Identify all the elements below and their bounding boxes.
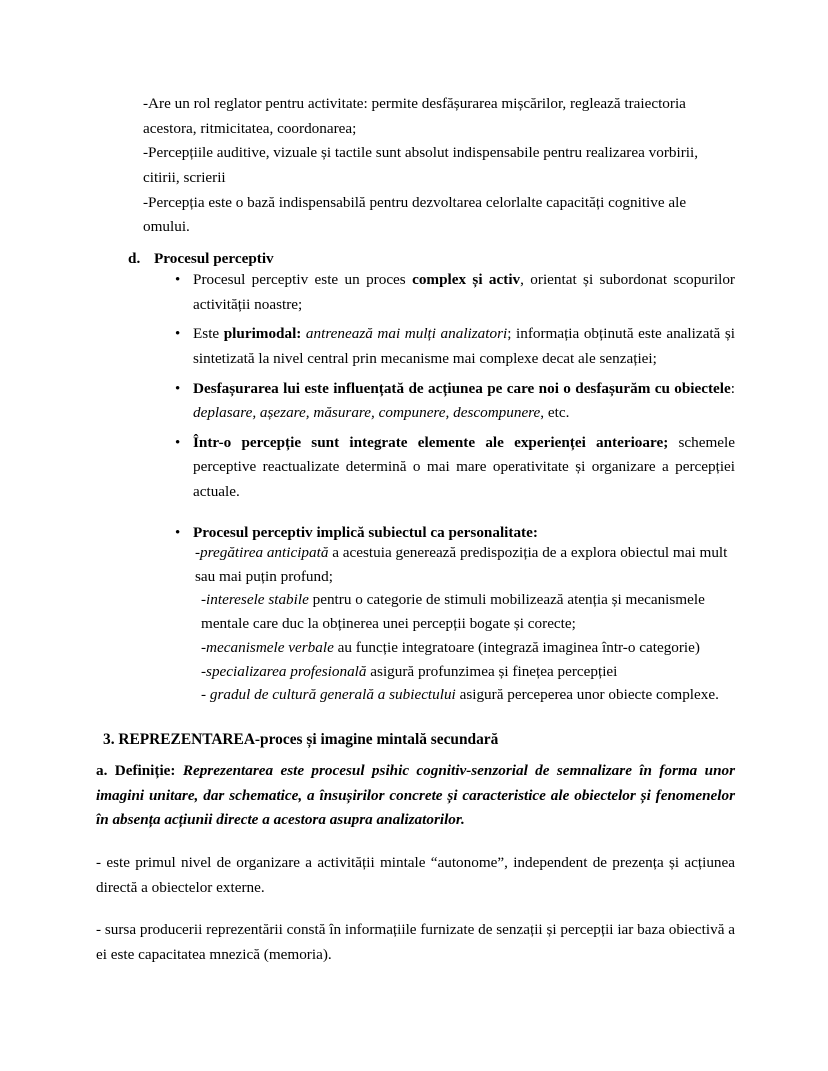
section-title: Procesul perceptiv	[154, 250, 274, 267]
bullet-item	[175, 322, 735, 371]
sub-paragraph	[195, 636, 740, 660]
intro-paragraph-block	[143, 92, 735, 240]
intro-line: -Percepțiile auditive, vizuale și tactile sunt absolut indispensabile pentru realizarea vorbirii, citirii, scrierii	[143, 144, 698, 186]
sub-paragraph-rest: au funcție integratoare (integrază imaginea într-o categorie)	[333, 638, 700, 656]
bullet-dot-icon: •	[175, 524, 181, 541]
section-marker: d.	[128, 250, 141, 267]
bullet-dot-icon: •	[175, 326, 181, 343]
intro-line: -Are un rol reglator pentru activitate: permite desfășurarea mișcărilor, reglează traiectoria acestora, ritmicitatea, coordonarea;	[143, 95, 686, 137]
sub-paragraph-rest: a acestuia generează predispoziția de a explora obiectul mai mult sau mai puțin profund;	[195, 544, 728, 585]
bullet-dot-icon: •	[175, 272, 181, 288]
bullet-dot-icon: •	[175, 380, 181, 397]
bullet-list	[175, 268, 735, 550]
bullet-text-run: antrenează mai mulți analizatori	[301, 325, 508, 343]
bullet-text-run: Procesul perceptiv implică subiectul ca personalitate:	[193, 523, 538, 541]
closing-block	[96, 759, 735, 967]
sub-paragraph	[195, 541, 740, 588]
sub-paragraph-lead: - gradul de cultură generală a subiectului	[201, 686, 456, 704]
bullet-text-run: Desfașurarea lui este influențată de acțiunea pe care noi o desfașurăm cu obiectele	[193, 379, 731, 397]
bullet-text-run: :	[730, 379, 735, 397]
bullet-text-run: deplasare, așezare, măsurare, compunere, descompunere	[193, 404, 541, 422]
definition-label: a. Definiție	[96, 762, 171, 779]
closing-paragraph: - este primul nivel de organizare a activității mintale “autonome”, independent de prezența și acțiunea directă a obiectelor externe.	[96, 853, 735, 896]
bullet-item	[175, 268, 735, 317]
bullet-text-run: , etc.	[540, 404, 570, 422]
sub-paragraph	[195, 588, 740, 635]
sub-paragraph-rest: asigură perceperea unor obiecte complexe.	[455, 686, 719, 704]
definition-paragraph	[96, 759, 735, 833]
bullet-text-run: , orientat și subordonat scopurilor activității noastre;	[193, 271, 735, 313]
bullet-text-run: plurimodal:	[223, 325, 302, 343]
closing-paragraph: - sursa producerii reprezentării constă în informațiile furnizate de senzații și percepții iar baza obiectivă a ei este capacitatea mnezică (memoria).	[96, 921, 735, 963]
definition-body: Reprezentarea este procesul psihic cognitiv-senzorial de semnalizare în forma unor imagini unitare, dar schematice, a însușirilor concrete și caracteristice ale obiectelor și fenomenelor în absența acțiunii directe a acestora asupra analizatorilor.	[96, 762, 736, 829]
definition-separator: :	[170, 762, 183, 779]
bullet-text-run: ; informația obținută este analizată și sintetizată la nivel central prin mecanisme mai complexe decat ale senzației;	[193, 325, 735, 367]
major-section-heading: 3. REPREZENTAREA-proces și imagine mintală secundară	[103, 731, 499, 748]
sub-paragraph	[195, 660, 740, 684]
sub-paragraph-lead: -interesele stabile	[201, 591, 309, 609]
sub-paragraph-lead: -specializarea profesională	[201, 662, 367, 680]
bullet-item	[175, 431, 735, 505]
bullet-text-run: schemele perceptive reactualizate determină o mai mare operativitate și organizare a percepției actuale.	[193, 433, 735, 500]
sub-paragraph-lead: -pregătirea anticipată	[195, 544, 329, 561]
sub-paragraph-rest: asigură profunzimea și finețea percepției	[366, 662, 618, 680]
sub-paragraph-rest: pentru o categorie de stimuli mobilizează atenția și mecanismele mentale care duc la obținerea unei percepții bogate și corecte;	[201, 591, 705, 633]
bullet-text-run: Într-o percepție sunt integrate elemente ale experienței anterioare;	[193, 433, 669, 451]
sub-paragraph	[195, 683, 740, 707]
bullet-text-run: Procesul perceptiv este un proces	[193, 271, 413, 288]
sub-paragraph-block	[195, 541, 740, 707]
bullet-text-run: Este	[193, 325, 224, 343]
sub-paragraph-lead: -mecanismele verbale	[201, 638, 334, 656]
intro-line: -Percepția este o bază indispensabilă pentru dezvoltarea celorlalte capacități cognitive ale omului.	[143, 193, 687, 236]
bullet-dot-icon: •	[175, 434, 181, 451]
bullet-item	[175, 377, 735, 426]
bullet-text-run: complex și activ	[412, 271, 521, 288]
